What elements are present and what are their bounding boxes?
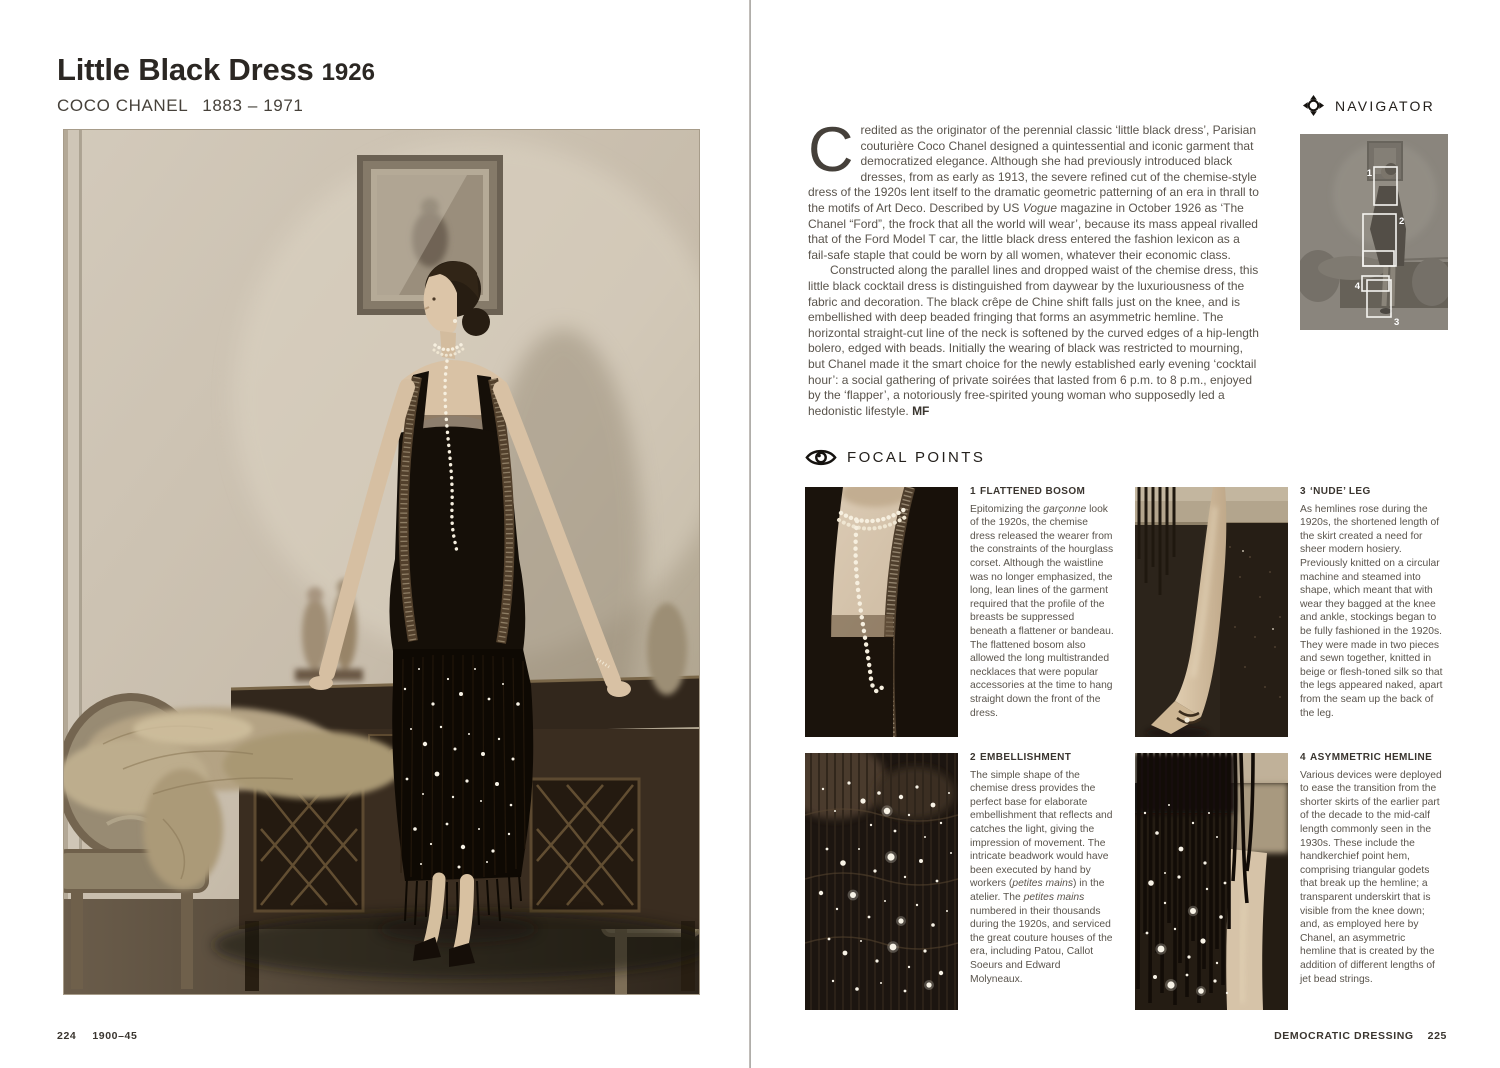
- navigator-label: NAVIGATOR: [1335, 97, 1435, 114]
- navigator-header: [1302, 94, 1435, 117]
- focal-points-label: FOCAL POINTS: [847, 449, 986, 466]
- focal-item-1-body: Epitomizing the garçonne look of the 1920s, the chemise dress released the wearer from the constraints of the hourglass corset. Although the waistline was no longer emphasized, the long, lean lines of the garment required that the profile of the breasts be suppressed beneath a flattener or bandeau. The flattened bosom also allowed the long multistranded necklaces that were popular accessories at the time to hang straight down the front of the dress.: [970, 503, 1114, 719]
- focal-item-3-heading: 3 ‘NUDE’ LEG: [1300, 486, 1371, 497]
- main-photograph: [63, 129, 700, 995]
- focal-item-4-heading: 4 ASYMMETRIC HEMLINE: [1300, 752, 1433, 763]
- page-title: [57, 52, 375, 88]
- right-page-footer: [1274, 1030, 1447, 1042]
- focal-item-2-heading: 2 EMBELLISHMENT: [970, 752, 1072, 763]
- intro-text: [808, 115, 1260, 419]
- focal-item-2: [970, 751, 1114, 986]
- intro-paragraph-1: redited as the originator of the perennial classic ‘little black dress’, Parisian couturière Coco Chanel designed a quintessential and iconic garment that democratized elegance. Although she had previously introduced black dresses, from as early as 1913, the severe refined cut of the chemise-style dress of the 1920s lent itself to the dramatic geometric patterning of an era in thrall to the motifs of Art Deco. Described by US Vogue magazine in October 1926 as ‘The Chanel “Ford”, the frock that all the world will wear’, because its mass appeal rivalled that of the Ford Model T car, the little black dress entered the fashion lexicon as a fail-safe staple that could be worn by all women, whatever their economic class.: [808, 123, 1259, 262]
- focal-image-2-embellishment: [805, 753, 958, 1010]
- navigator-thumbnail: [1300, 134, 1448, 330]
- focal-item-2-body: The simple shape of the chemise dress provides the perfect base for elaborate embellishment that reflects and catches the light, giving the impression of movement. The intricate beadwork would have been executed by hand by workers (petites mains) in the atelier. The petites mains numbered in their thousands during the 1920s, and serviced the great couture houses of the era, including Patou, Callot Soeurs and Edward Molyneaux.: [970, 769, 1113, 985]
- right-page-number: 225: [1427, 1030, 1447, 1042]
- designer-name: COCO CHANEL: [57, 96, 189, 115]
- main-photo-illustration: [63, 129, 700, 995]
- focal-item-4: [1300, 751, 1444, 986]
- intro-paragraph-2: Constructed along the parallel lines and dropped waist of the chemise dress, this little black cocktail dress is distinguished from daywear by the luxuriousness of the fabric and decoration. The black crêpe de Chine shift falls just on the knee, and is embellished with deep beaded fringing that forms an asymmetric hemline. The horizontal straight-cut line of the neck is softened by the curved edges of a hip-length bolero, edged with beads. Initially the wearing of black was restricted to mourning, but Chanel made it the smart choice for the newly established early evening ‘cocktail hour’: a social gathering of private soirées that lasted from 6 p.m. to 8 p.m., enjoyed by the ‘flapper’, a notoriously free-spirited young woman who supposedly led a hedonistic lifestyle. MF: [808, 263, 1259, 418]
- navigator-icon: [1302, 94, 1325, 117]
- focal-item-1-heading: 1 FLATTENED BOSOM: [970, 486, 1086, 497]
- navigator-marker-4: 4: [1354, 281, 1360, 292]
- focal-item-3-body: As hemlines rose during the 1920s, the shortened length of the skirt created a need for sheer modern hosiery. Previously knitted on a circular machine and steamed into shape, which meant that with wear they bagged at the knee and ankle, stockings began to be fully fashioned in the 1920s. They were made in two pieces and sewn together, knitted in beige or flesh-toned silk so that the legs appeared naked, apart from the seam up the back of the leg.: [1300, 503, 1443, 719]
- focal-item-1: [970, 485, 1114, 720]
- left-section-label: 1900–45: [92, 1030, 138, 1042]
- page-gutter: [749, 0, 751, 1068]
- sculpture: [647, 603, 687, 695]
- focal-item-4-body: Various devices were deployed to ease the transition from the shorter skirts of the earlier part of the decade to the mid-calf length commonly seen in the 1930s. These include the handkerchief point hem, comprising triangular godets that break up the hemline; a transparent underskirt that is visible from the knee down; and, as employed here by Chanel, an asymmetric hemline that is created by the addition of different lengths of jet bead strings.: [1300, 769, 1442, 985]
- designer-subtitle: [57, 96, 303, 116]
- navigator-marker-1: 1: [1366, 168, 1372, 179]
- navigator-marker-2: 2: [1399, 216, 1405, 227]
- eye-icon: [805, 447, 837, 468]
- left-page-number: 224: [57, 1030, 77, 1042]
- focal-points-header: [805, 447, 985, 468]
- title-text: Little Black Dress: [57, 52, 314, 87]
- focal-image-4-asymmetric-hemline: [1135, 753, 1288, 1010]
- navigator-marker-3: 3: [1394, 317, 1400, 328]
- drop-cap: C: [808, 115, 854, 185]
- focal-item-3: [1300, 485, 1444, 720]
- title-year: 1926: [321, 59, 375, 86]
- focal-image-3-nude-leg: [1135, 487, 1288, 737]
- left-page-footer: [57, 1030, 137, 1042]
- designer-dates: 1883 – 1971: [202, 96, 304, 115]
- right-section-label: DEMOCRATIC DRESSING: [1274, 1030, 1414, 1042]
- focal-image-1-flattened-bosom: [805, 487, 958, 737]
